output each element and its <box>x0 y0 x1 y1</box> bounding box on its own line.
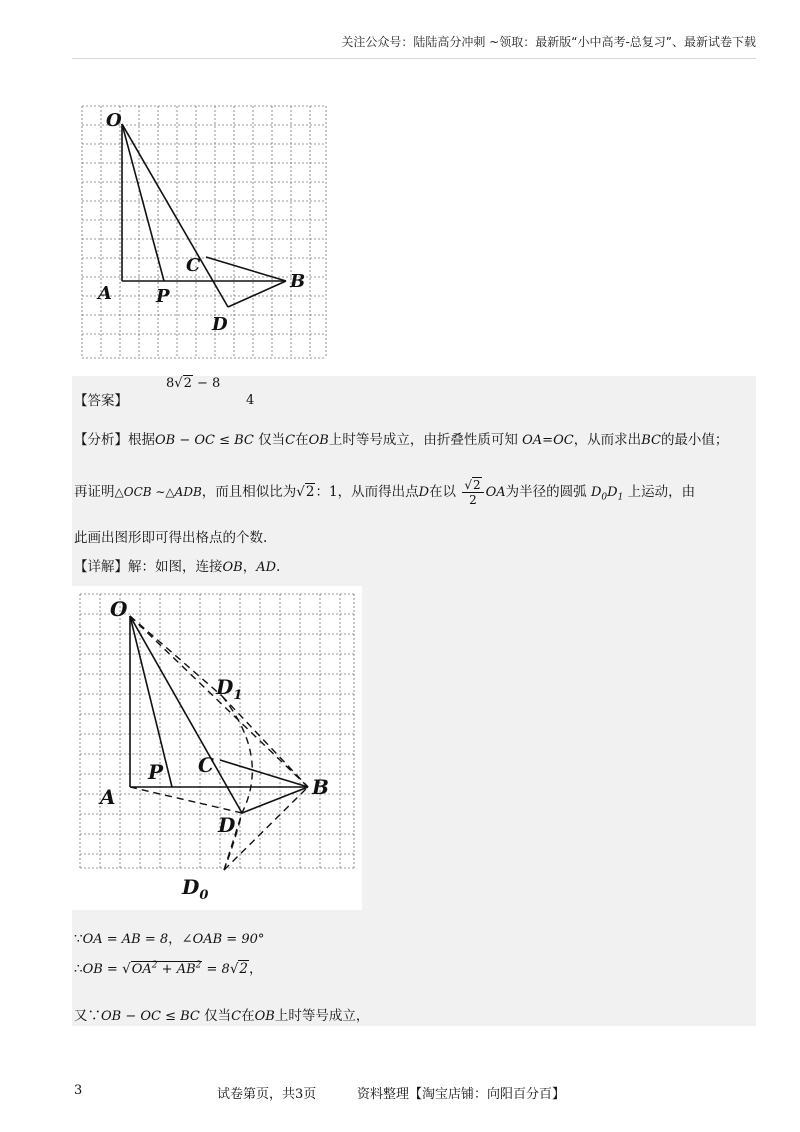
figure-2-grid <box>80 594 354 868</box>
step-equation: OA = AB = 8 <box>82 932 169 947</box>
figure-2 <box>72 586 362 910</box>
label-p: P <box>156 286 170 307</box>
because-symbol: ∵ <box>74 931 83 947</box>
footer-right: 资料整理【淘宝店铺：向阳百分百】 <box>357 1087 566 1102</box>
radical-term: + AB <box>157 962 196 977</box>
answer-value-1: 8√2 − 8 <box>166 376 221 391</box>
analysis-text: 在以 <box>429 484 457 500</box>
step-text: 又∵ <box>74 1008 101 1024</box>
analysis-var: OA=OC <box>522 433 574 448</box>
page-header: 关注公众号：陆陆高分冲刺 ~领取：最新版“小中高考-总复习”、最新试卷下载 <box>341 35 756 49</box>
detail-text: ， <box>242 559 257 575</box>
detail-var: OB <box>222 560 243 575</box>
header-divider <box>72 58 756 59</box>
analysis-var: C <box>285 433 296 448</box>
analysis-tag: 【分析】 <box>74 432 128 448</box>
analysis-text: 根据 <box>128 432 155 448</box>
analysis-text: 的最小值； <box>660 432 729 448</box>
step-text: ， <box>168 931 182 947</box>
analysis-line-2: 再证明△OCB ∼△ADB，而且相似比为√2：1，从而得出点D在以 $\frac{√2}{2}$ OA为半径的圆弧 $D_0D_1$ 上运动，由 <box>74 478 696 507</box>
fraction-numerator: 2 <box>472 478 481 492</box>
label-d: D <box>218 813 236 837</box>
step-line-1 <box>74 927 264 947</box>
analysis-radicand: 2 <box>305 484 315 500</box>
analysis-var: OA <box>485 485 506 500</box>
step-line-2: ∴OB = $√OA^2 + AB^2 = 8√2$， <box>74 960 263 977</box>
analysis-line-1 <box>74 428 728 448</box>
segment-cb <box>220 760 308 787</box>
segment-d0b-dashed <box>224 787 308 870</box>
figure-1-grid <box>82 106 326 358</box>
label-d0: $D_0$ <box>182 875 209 903</box>
page-number: 3 <box>74 1083 83 1098</box>
footer-center: 试卷第页，共3页 <box>217 1087 317 1102</box>
label-c: C <box>198 753 214 777</box>
segment-od <box>130 616 242 813</box>
step-var: C <box>231 1009 242 1024</box>
analysis-var: OB <box>308 433 329 448</box>
label-d1: $D_1$ <box>216 675 243 703</box>
label-c: C <box>186 255 201 276</box>
analysis-inequality: OB − OC ≤ BC <box>155 433 254 448</box>
analysis-var: BC <box>641 433 661 448</box>
label-b: B <box>290 271 306 292</box>
arc-d0-sub: 0 <box>601 492 608 503</box>
step-radicand: 2 <box>239 961 249 977</box>
segment-db <box>242 787 308 813</box>
step-inequality: OB − OC ≤ BC <box>101 1009 200 1024</box>
analysis-text: 仅当 <box>258 432 286 448</box>
label-a: A <box>100 785 116 809</box>
label-a: A <box>98 283 112 304</box>
step-radical <box>131 961 203 977</box>
detail-text: . <box>276 559 281 575</box>
answer-value-2: 4 <box>246 393 255 408</box>
radical-exponent: 2 <box>195 960 202 971</box>
label-d: D <box>212 314 228 335</box>
radical-exponent: 2 <box>151 960 158 971</box>
arc-d0-d1 <box>222 696 252 870</box>
analysis-fraction: $\frac{√2}{2}$ <box>462 478 483 507</box>
analysis-line-3: 此画出图形即可得出格点的个数. <box>74 530 268 546</box>
step-text: 在 <box>241 1008 255 1024</box>
arc-d0: D <box>590 485 602 500</box>
segment-db <box>228 281 286 307</box>
analysis-similarity: △OCB ∼△ADB <box>114 485 202 499</box>
analysis-text: 再证明 <box>74 484 115 500</box>
arc-d1: D <box>607 485 618 500</box>
segment-od1-dashed <box>130 616 222 696</box>
label-b: B <box>312 775 329 799</box>
detail-tag: 【详解】 <box>74 559 128 575</box>
step-text: 上时等号成立， <box>274 1008 370 1024</box>
step-line-3 <box>74 1004 369 1024</box>
fraction-denominator: 2 <box>469 493 477 507</box>
detail-text: 解：如图，连接 <box>128 559 223 575</box>
radical-term: OA <box>131 962 152 977</box>
step-equation: OB = <box>82 962 118 977</box>
step-angle: ∠OAB = 90° <box>181 932 265 947</box>
segment-ad-dashed <box>130 787 242 813</box>
detail-line <box>74 555 280 575</box>
answer-coef: 8 <box>166 376 175 391</box>
segment-od <box>122 124 228 307</box>
therefore-symbol: ∴ <box>74 961 83 977</box>
label-o: O <box>110 597 128 621</box>
answer-tag: 【答案】 <box>74 393 128 409</box>
arc-d1-sub: 1 <box>617 492 624 503</box>
step-var: OB <box>254 1009 275 1024</box>
analysis-arc <box>590 485 624 503</box>
label-p: P <box>148 760 164 784</box>
answer-line <box>74 389 128 409</box>
analysis-text: 上时等号成立，由折叠性质可知 <box>328 432 518 448</box>
analysis-text: 为半径的圆弧 <box>505 484 587 500</box>
analysis-var: D <box>418 485 430 500</box>
step-text: 仅当 <box>204 1008 232 1024</box>
analysis-text: ，从而求出 <box>573 432 642 448</box>
analysis-text: ：1，从而得出点 <box>315 484 419 500</box>
detail-var: AD <box>256 560 277 575</box>
step-text: ， <box>249 961 263 977</box>
answer-radicand: 2 <box>183 376 192 391</box>
answer-tail: − 8 <box>197 376 221 391</box>
label-o: O <box>106 110 122 131</box>
figure-1 <box>80 104 330 362</box>
analysis-text: ，而且相似比为 <box>201 484 297 500</box>
analysis-text: 上运动，由 <box>627 484 696 500</box>
analysis-text: 在 <box>295 432 309 448</box>
step-equation: = 8 <box>202 962 230 977</box>
